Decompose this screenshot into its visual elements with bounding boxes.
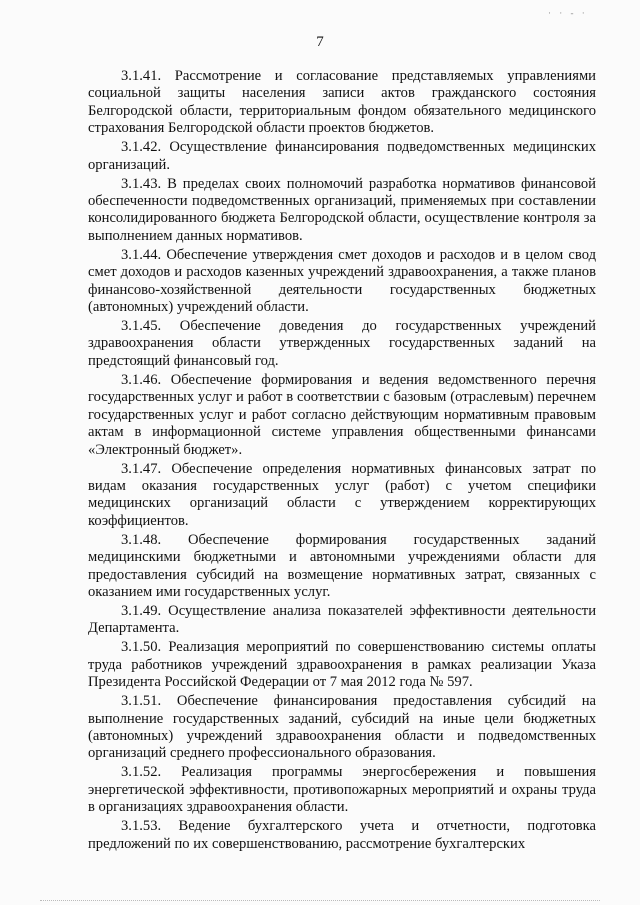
paragraph-3-1-44: 3.1.44. Обеспечение утверждения смет доходов и расходов и в целом свод смет доходов и расходов казенных учреждений здравоохранения, а также планов финансово-хозяйственной деятельности государственных бюджетных (автономных) учреждений области.	[88, 246, 596, 316]
page-number: 7	[316, 34, 324, 50]
paragraph-3-1-42: 3.1.42. Осуществление финансирования подведомственных медицинских организаций.	[88, 139, 596, 173]
paragraph-3-1-48: 3.1.48. Обеспечение формирования государственных заданий медицинскими бюджетными и автономными учреждениями области для предоставления субсидий на возмещение нормативных затрат, связанных с оказанием ими государственных услуг.	[88, 531, 596, 600]
paragraph-3-1-51: 3.1.51. Обеспечение финансирования предоставления субсидий на выполнение государственных заданий, субсидий на иные цели бюджетных (автономных) учреждений здравоохранения области и подведомственных организаций среднего профессионального образования.	[88, 693, 596, 762]
scan-edge	[40, 900, 600, 903]
paragraph-3-1-52: 3.1.52. Реализация программы энергосбережения и повышения энергетической эффективности, противопожарных мероприятий и охраны труда в организациях здравоохранения области.	[88, 764, 596, 816]
paragraph-3-1-43: 3.1.43. В пределах своих полномочий разработка нормативов финансовой обеспеченности подведомственных организаций, применяемых при составлении консолидированного бюджета Белгородской области, осуществление контроля за выполнением данных нормативов.	[88, 175, 596, 244]
document-body	[88, 68, 596, 855]
paragraph-3-1-46: 3.1.46. Обеспечение формирования и ведения ведомственного перечня государственных услуг и работ в соответствии с базовым (отраслевым) перечнем государственных услуг и работ согласно действующим нормативным правовым актам в информационной системе управления общественными финансами «Электронный бюджет».	[88, 371, 596, 458]
paragraph-3-1-49: 3.1.49. Осуществление анализа показателей эффективности деятельности Департамента.	[88, 602, 596, 637]
paragraph-3-1-53: 3.1.53. Ведение бухгалтерского учета и отчетности, подготовка предложений по их совершенствованию, рассмотрение бухгалтерских	[88, 818, 596, 852]
paragraph-3-1-50: 3.1.50. Реализация мероприятий по совершенствованию системы оплаты труда работников учреждений здравоохранения в рамках реализации Указа Президента Российской Федерации от 7 мая 2012 года № 597.	[88, 639, 596, 691]
paragraph-3-1-47: 3.1.47. Обеспечение определения нормативных финансовых затрат по видам оказания государственных услуг (работ) с учетом специфики медицинских организаций области с утверждением корректирующих коэффициентов.	[88, 460, 596, 529]
paragraph-3-1-41: 3.1.41. Рассмотрение и согласование представляемых управлениями социальной защиты населения записи актов гражданского состояния Белгородской области, территориальным фондом обязательного медицинского страхования Белгородской области проектов бюджетов.	[88, 68, 596, 137]
scan-marks: · · - ·	[548, 8, 588, 18]
paragraph-3-1-45: 3.1.45. Обеспечение доведения до государственных учреждений здравоохранения области утвержденных государственных заданий на предстоящий финансовый год.	[88, 318, 596, 369]
